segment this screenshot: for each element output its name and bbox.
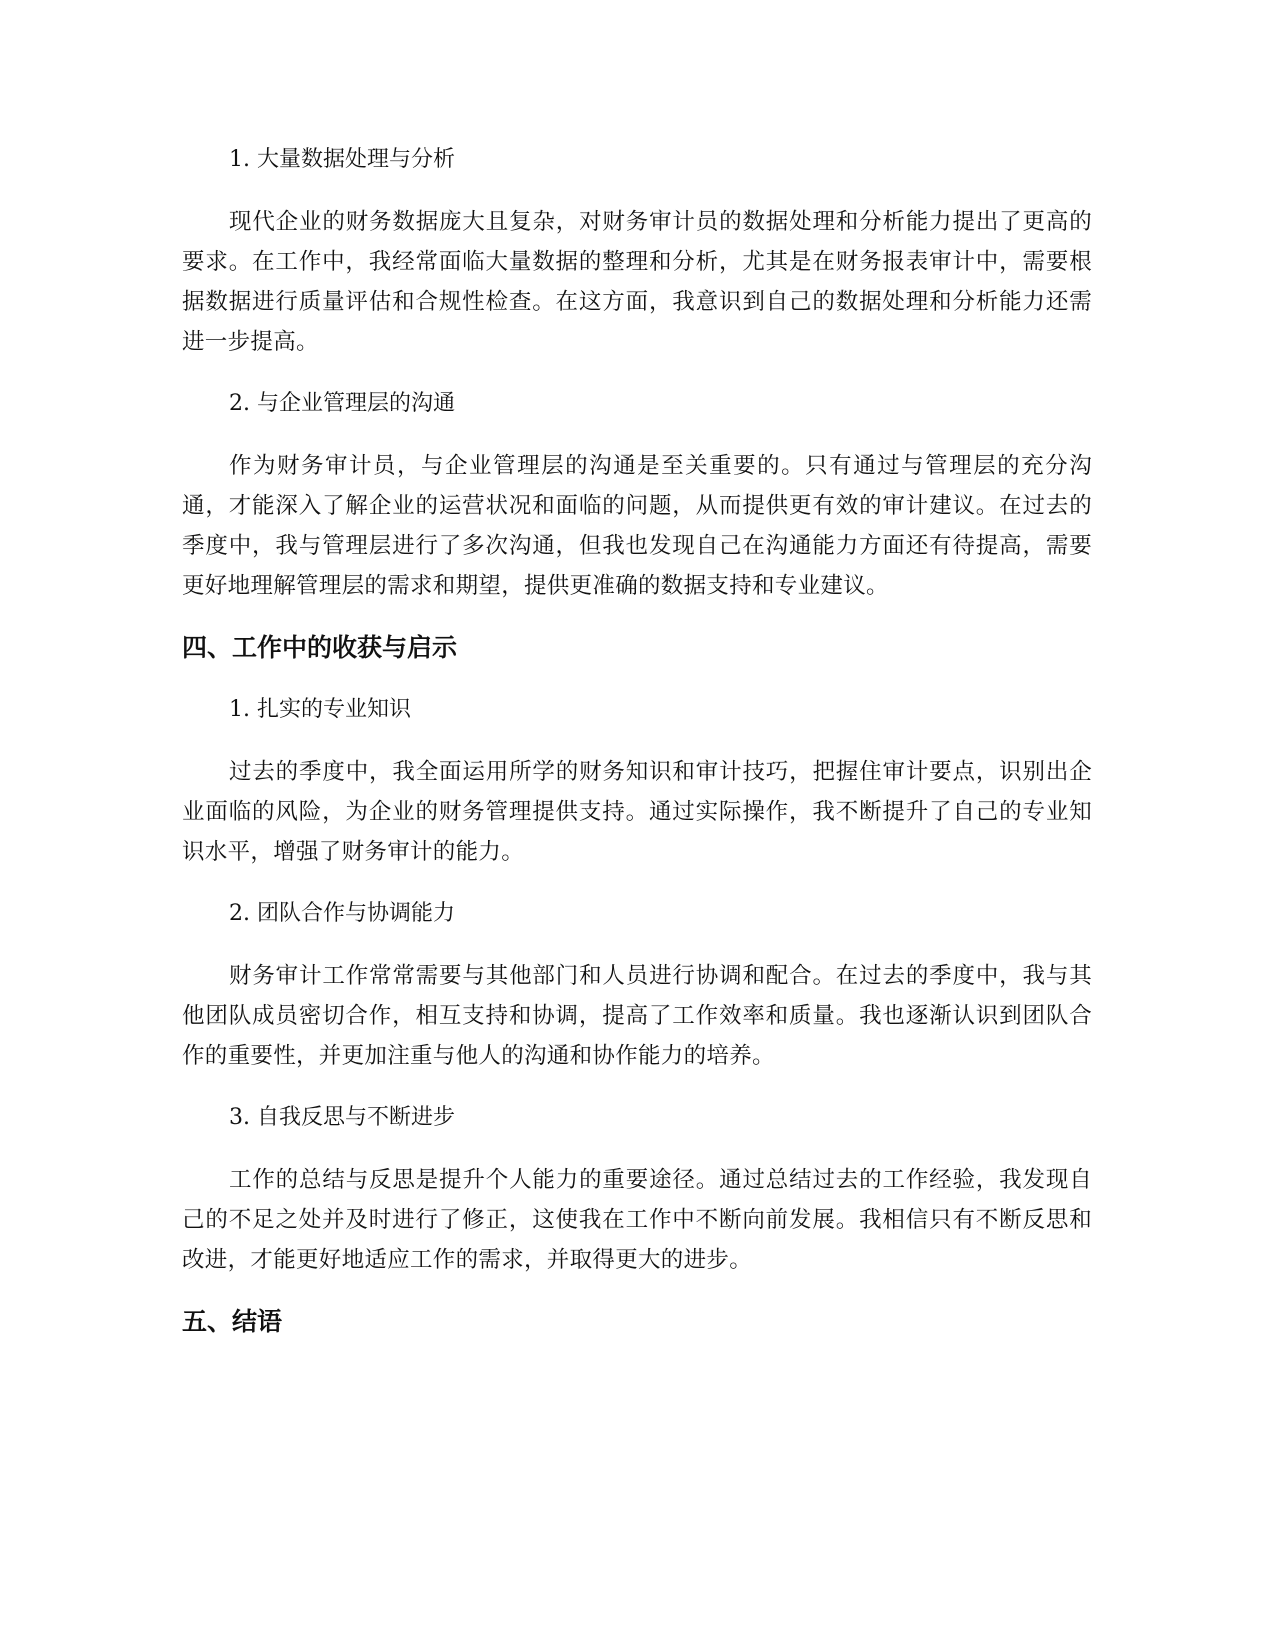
subheading-professional-knowledge: 1. 扎实的专业知识: [229, 697, 411, 722]
paragraph-data-processing: 现代企业的财务数据庞大且复杂，对财务审计员的数据处理和分析能力提出了更高的要求。在工作中，我经常面临大量数据的整理和分析，尤其是在财务报表审计中，需要根据数据进行质量评估和合规性检查。在这方面，我意识到自己的数据处理和分析能力还需进一步提高。: [182, 209, 1092, 355]
paragraph-self-reflection: 工作的总结与反思是提升个人能力的重要途径。通过总结过去的工作经验，我发现自己的不足之处并及时进行了修正，这使我在工作中不断向前发展。我相信只有不断反思和改进，才能更好地适应工作的需求，并取得更大的进步。: [182, 1167, 1092, 1273]
paragraph-teamwork: 财务审计工作常常需要与其他部门和人员进行协调和配合。在过去的季度中，我与其他团队成员密切合作，相互支持和协调，提高了工作效率和质量。我也逐渐认识到团队合作的重要性，并更加注重与他人的沟通和协作能力的培养。: [182, 963, 1092, 1069]
section-heading-gains: 四、工作中的收获与启示: [182, 633, 458, 662]
subheading-teamwork: 2. 团队合作与协调能力: [229, 901, 455, 926]
paragraph-management-communication: 作为财务审计员，与企业管理层的沟通是至关重要的。只有通过与管理层的充分沟通，才能深入了解企业的运营状况和面临的问题，从而提供更有效的审计建议。在过去的季度中，我与管理层进行了多次沟通，但我也发现自己在沟通能力方面还有待提高，需要更好地理解管理层的需求和期望，提供更准确的数据支持和专业建议。: [182, 453, 1092, 599]
paragraph-professional-knowledge: 过去的季度中，我全面运用所学的财务知识和审计技巧，把握住审计要点，识别出企业面临的风险，为企业的财务管理提供支持。通过实际操作，我不断提升了自己的专业知识水平，增强了财务审计的能力。: [182, 759, 1092, 865]
section-heading-conclusion: 五、结语: [182, 1307, 283, 1336]
subheading-data-processing: 1. 大量数据处理与分析: [229, 147, 455, 172]
document-body: [182, 140, 1092, 1364]
subheading-self-reflection: 3. 自我反思与不断进步: [229, 1105, 455, 1130]
subheading-management-communication: 2. 与企业管理层的沟通: [229, 391, 455, 416]
